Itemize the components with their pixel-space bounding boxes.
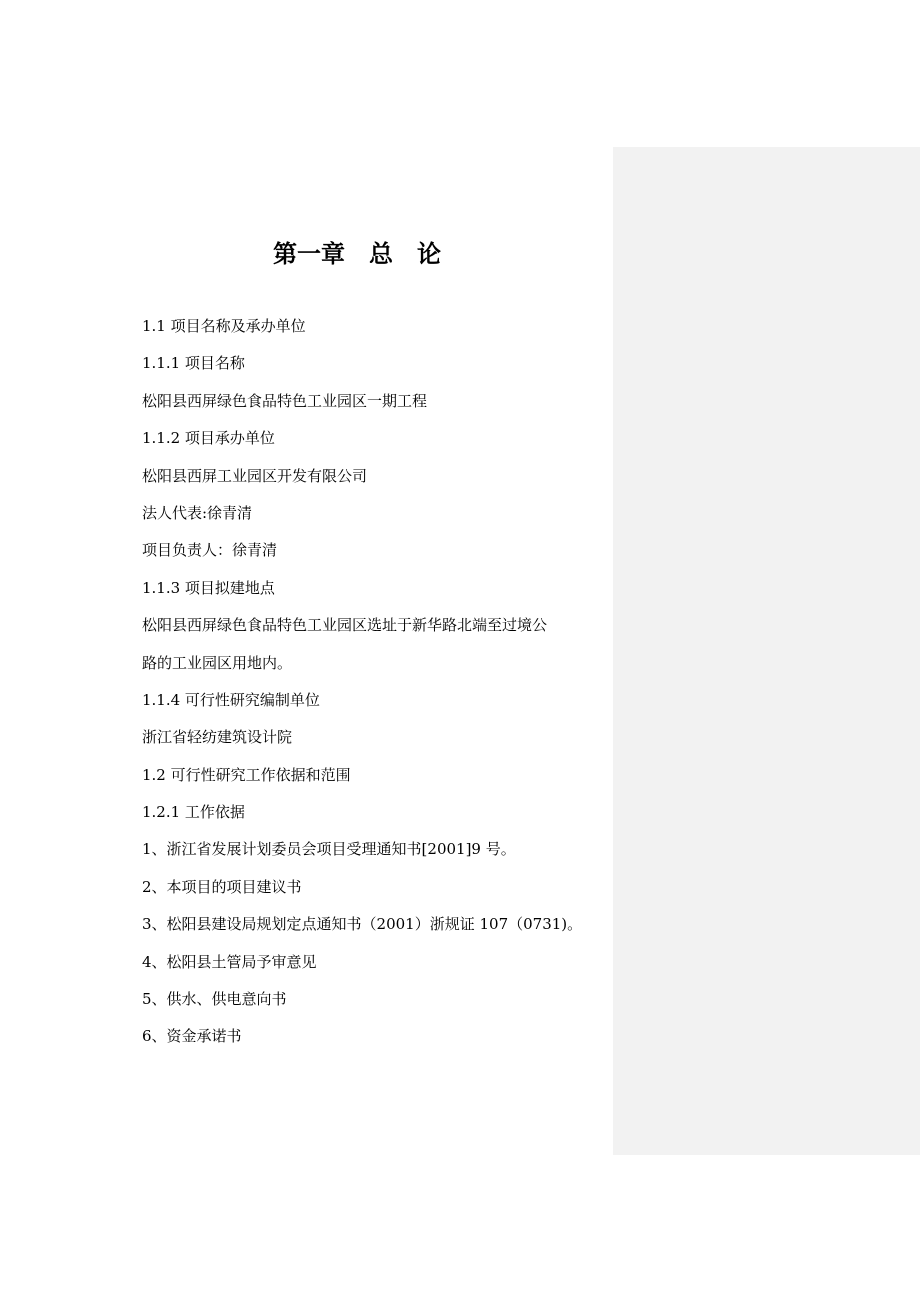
list-item: 5、供水、供电意向书 [142, 990, 287, 1009]
list-item: 1、浙江省发展计划委员会项目受理通知书[2001]9 号。 [142, 840, 516, 859]
subsection-heading-1-1-2: 1.1.2 项目承办单位 [142, 429, 275, 448]
subsection-heading-1-2-1: 1.2.1 工作依据 [142, 803, 245, 822]
document-body [142, 308, 610, 1056]
chapter-title: 第一章 总 论 [273, 240, 441, 268]
subsection-heading-1-1-1: 1.1.1 项目名称 [142, 354, 245, 373]
section-heading-1-1: 1.1 项目名称及承办单位 [142, 317, 306, 335]
body-paragraph: 项目负责人：徐青清 [142, 541, 278, 560]
body-paragraph: 浙江省轻纺建筑设计院 [142, 728, 293, 747]
body-paragraph: 路的工业园区用地内。 [142, 653, 293, 672]
body-paragraph: 法人代表:徐青清 [142, 503, 253, 522]
comment-margin-pane [613, 147, 920, 1155]
body-paragraph: 松阳县西屏工业园区开发有限公司 [142, 466, 368, 485]
list-item: 2、本项目的项目建议书 [142, 877, 302, 896]
body-paragraph: 松阳县西屏绿色食品特色工业园区一期工程 [142, 391, 428, 410]
subsection-heading-1-1-3: 1.1.3 项目拟建地点 [142, 578, 275, 597]
body-paragraph: 松阳县西屏绿色食品特色工业园区选址于新华路北端至过境公 [142, 616, 548, 635]
section-heading-1-2: 1.2 可行性研究工作依据和范围 [142, 765, 351, 784]
list-item: 3、松阳县建设局规划定点通知书（2001）浙规证 107（0731)。 [142, 915, 583, 934]
subsection-heading-1-1-4: 1.1.4 可行性研究编制单位 [142, 690, 320, 709]
list-item: 6、资金承诺书 [142, 1027, 242, 1046]
list-item: 4、松阳县土管局予审意见 [142, 952, 317, 971]
